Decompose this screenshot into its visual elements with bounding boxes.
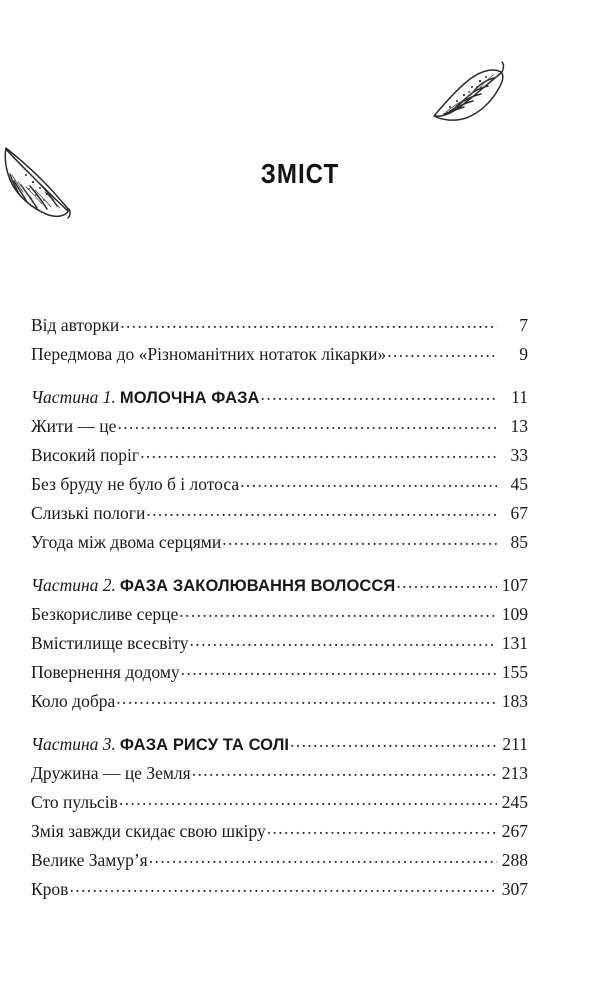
toc-entry-row[interactable] [31,311,528,340]
toc-page-number: 131 [501,633,528,653]
dot-leader [396,574,497,592]
toc-entry-row[interactable] [31,528,528,557]
toc-entry-label: Коло добра [31,691,116,711]
leaf-icon [424,54,520,140]
dot-leader [179,603,497,621]
toc-entry-label: Кров [31,879,69,899]
dot-leader [116,690,497,708]
toc-page-number: 245 [501,792,528,812]
toc-page-number: 7 [519,315,528,335]
dot-leader [190,632,497,650]
toc-group [31,311,528,369]
toc-part-name: МОЛОЧНА ФАЗА [119,389,260,407]
toc-entry-label: Угода між двома серцями [31,532,222,552]
toc-page-number: 213 [501,763,528,783]
toc-page-number: 211 [502,734,528,754]
page-title: ЗМІСТ [260,158,340,189]
toc-entry-row[interactable] [31,658,528,687]
toc-page-number: 85 [510,532,528,552]
dot-leader [117,415,497,433]
toc-page-number: 109 [501,604,528,624]
dot-leader [149,849,497,867]
toc-part-label [31,383,260,413]
toc-page-number: 107 [501,575,528,595]
dot-leader [69,878,497,896]
toc-page-number: 45 [510,474,528,494]
toc-page-number: 155 [501,662,528,682]
toc-entry-row[interactable] [31,499,528,528]
toc-group [31,383,528,557]
dot-leader [240,473,497,491]
toc-page-number: 33 [510,445,528,465]
toc-entry-row[interactable] [31,412,528,441]
dot-leader [181,661,497,679]
toc-entry-row[interactable] [31,687,528,716]
toc-part-row[interactable] [31,571,528,600]
dot-leader [267,820,497,838]
toc-page-number: 267 [501,821,528,841]
dot-leader [290,733,497,751]
toc-page-number: 9 [519,344,528,364]
toc-part-label [31,571,395,601]
toc-entry-row[interactable] [31,470,528,499]
toc-entry-row[interactable] [31,817,528,846]
dot-leader [140,444,497,462]
toc-entry-row[interactable] [31,759,528,788]
toc-entry-row[interactable] [31,340,528,369]
toc-group [31,730,528,904]
toc-part-name: ФАЗА РИСУ ТА СОЛІ [119,736,290,754]
dot-leader [119,791,497,809]
toc-page-number: 288 [501,850,528,870]
toc-entry-label: Слизькі пологи [31,503,146,523]
dot-leader [146,502,497,520]
toc-entry-label: Передмова до «Різноманітних нотаток лікарки» [31,344,387,364]
toc-part-row[interactable] [31,383,528,412]
toc-part-row[interactable] [31,730,528,759]
toc-part-name: ФАЗА ЗАКОЛЮВАННЯ ВОЛОССЯ [119,577,396,595]
toc-page-number: 67 [510,503,528,523]
toc-entry-row[interactable] [31,875,528,904]
toc-entry-label: Сто пульсів [31,792,118,812]
toc-entry-label: Змія завжди скидає свою шкіру [31,821,266,841]
toc-entry-label: Велике Замур’я [31,850,148,870]
toc-entry-row[interactable] [31,788,528,817]
dot-leader [261,386,497,404]
toc-part-prefix: Частина 1. [31,387,116,407]
toc-entry-row[interactable] [31,600,528,629]
toc-part-prefix: Частина 3. [31,734,116,754]
toc-entry-label: Від авторки [31,315,120,335]
dot-leader [222,531,497,549]
toc-entry-row[interactable] [31,629,528,658]
toc-entry-row[interactable] [31,441,528,470]
toc-part-prefix: Частина 2. [31,575,116,595]
toc-page-number: 13 [510,416,528,436]
toc-entry-label: Без бруду не було б і лотоса [31,474,240,494]
dot-leader [192,762,497,780]
toc-entry-label: Високий поріг [31,445,140,465]
toc-entry-label: Безкорисливе серце [31,604,179,624]
table-of-contents [31,311,528,904]
toc-part-label [31,730,289,760]
toc-page-number: 307 [501,879,528,899]
toc-entry-label: Вмістилище всесвіту [31,633,189,653]
toc-page-number: 183 [501,691,528,711]
toc-entry-row[interactable] [31,846,528,875]
dot-leader [120,314,497,332]
dot-leader [387,343,497,361]
toc-entry-label: Повернення додому [31,662,180,682]
toc-entry-label: Жити — це [31,416,117,436]
toc-group [31,571,528,716]
toc-page-number: 11 [511,387,528,407]
toc-entry-label: Дружина — це Земля [31,763,191,783]
